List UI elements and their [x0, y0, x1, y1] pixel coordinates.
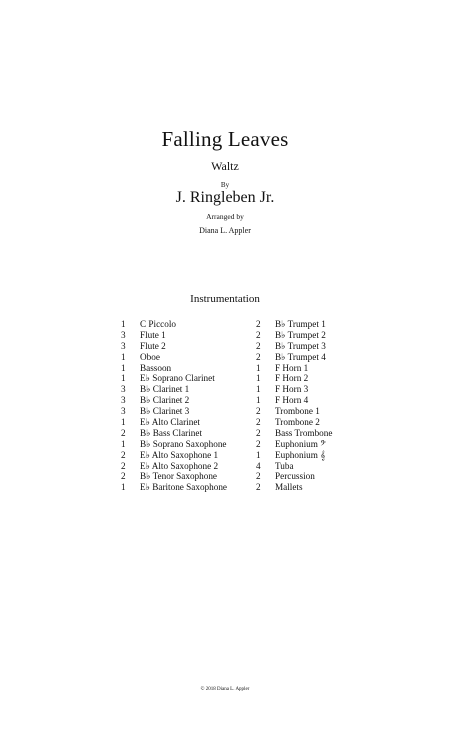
instrument-quantity: 2	[256, 417, 261, 428]
instrument-quantity: 1	[256, 395, 261, 406]
instrument-name: B♭ Trumpet 2	[275, 329, 326, 340]
instrument-quantity: 1	[256, 449, 261, 460]
instrument-quantity: 2	[256, 329, 261, 340]
instrument-quantity: 1	[121, 373, 126, 384]
instrument-quantity: 3	[121, 406, 126, 417]
instrument-name: B♭ Clarinet 2	[140, 395, 190, 406]
instrument-quantity: 2	[256, 319, 261, 329]
instrument-name: E♭ Alto Saxophone 1	[140, 449, 219, 460]
instrument-quantity: 3	[121, 395, 126, 406]
instrument-quantity: 1	[256, 362, 261, 373]
instrument-name: Trombone 2	[275, 417, 320, 428]
score-subtitle: Waltz	[211, 159, 239, 173]
instrument-name: C Piccolo	[140, 319, 176, 329]
instrument-quantity: 1	[121, 482, 126, 493]
copyright-notice: © 2018 Diana L. Appler	[200, 687, 250, 692]
arranger-name: Diana L. Appler	[199, 226, 251, 235]
instrument-name: Euphonium 𝄢	[275, 438, 327, 449]
instrument-name: Euphonium 𝄞	[275, 449, 326, 460]
instrumentation-heading: Instrumentation	[190, 293, 260, 305]
instrument-name: E♭ Soprano Clarinet	[140, 373, 215, 384]
instrument-name: B♭ Trumpet 1	[275, 319, 326, 329]
instrument-quantity: 2	[256, 406, 261, 417]
instrument-name: E♭ Baritone Saxophone	[140, 482, 228, 493]
instrument-name: B♭ Clarinet 1	[140, 384, 190, 395]
instrument-name: B♭ Trumpet 3	[275, 340, 326, 351]
instrument-name: Bassoon	[140, 362, 172, 373]
instrument-quantity: 2	[256, 351, 261, 362]
instrument-quantity: 1	[121, 319, 126, 329]
instrument-name: Flute 1	[140, 329, 166, 340]
instrument-quantity: 2	[121, 449, 126, 460]
instrument-quantity: 2	[256, 427, 261, 438]
instrument-quantity: 1	[121, 362, 126, 373]
instrument-name: B♭ Clarinet 3	[140, 406, 190, 417]
instrument-name: B♭ Trumpet 4	[275, 351, 326, 362]
instrument-quantity: 1	[256, 384, 261, 395]
instrument-name: Bass Trombone	[275, 427, 333, 438]
instrument-quantity: 2	[256, 438, 261, 449]
instrument-quantity: 1	[256, 373, 261, 384]
instrument-quantity: 3	[121, 340, 126, 351]
instrument-name: Trombone 1	[275, 406, 320, 417]
instrument-quantity: 4	[256, 460, 261, 471]
instrument-name: F Horn 3	[275, 384, 309, 395]
by-label: By	[220, 181, 230, 189]
instrument-name: F Horn 2	[275, 373, 309, 384]
instrument-quantity: 1	[121, 351, 126, 362]
instrument-name: E♭ Alto Clarinet	[140, 417, 200, 428]
instrument-quantity: 2	[121, 427, 126, 438]
instrument-quantity: 2	[256, 471, 261, 482]
instrument-quantity: 2	[256, 340, 261, 351]
instrument-quantity: 3	[121, 329, 126, 340]
instrument-quantity: 3	[121, 384, 126, 395]
instrument-name: Mallets	[275, 482, 303, 493]
instrument-name: F Horn 4	[275, 395, 309, 406]
composer-name: J. Ringleben Jr.	[175, 189, 275, 206]
arranged-by-label: Arranged by	[206, 212, 244, 221]
instrument-name: B♭ Bass Clarinet	[140, 427, 203, 438]
instrument-quantity: 1	[121, 438, 126, 449]
instrument-name: E♭ Alto Saxophone 2	[140, 460, 219, 471]
instrument-name: F Horn 1	[275, 362, 309, 373]
instrument-quantity: 2	[121, 471, 126, 482]
instrument-name: B♭ Tenor Saxophone	[140, 471, 218, 482]
instrument-quantity: 2	[121, 460, 126, 471]
instrument-name: Flute 2	[140, 340, 166, 351]
instrument-name: B♭ Soprano Saxophone	[140, 438, 227, 449]
instrument-quantity: 2	[256, 482, 261, 493]
instrument-name: Percussion	[275, 471, 315, 482]
score-title: Falling Leaves	[161, 127, 289, 151]
instrument-quantity: 1	[121, 417, 126, 428]
instrument-name: Tuba	[275, 460, 294, 471]
instrument-name: Oboe	[140, 351, 160, 362]
